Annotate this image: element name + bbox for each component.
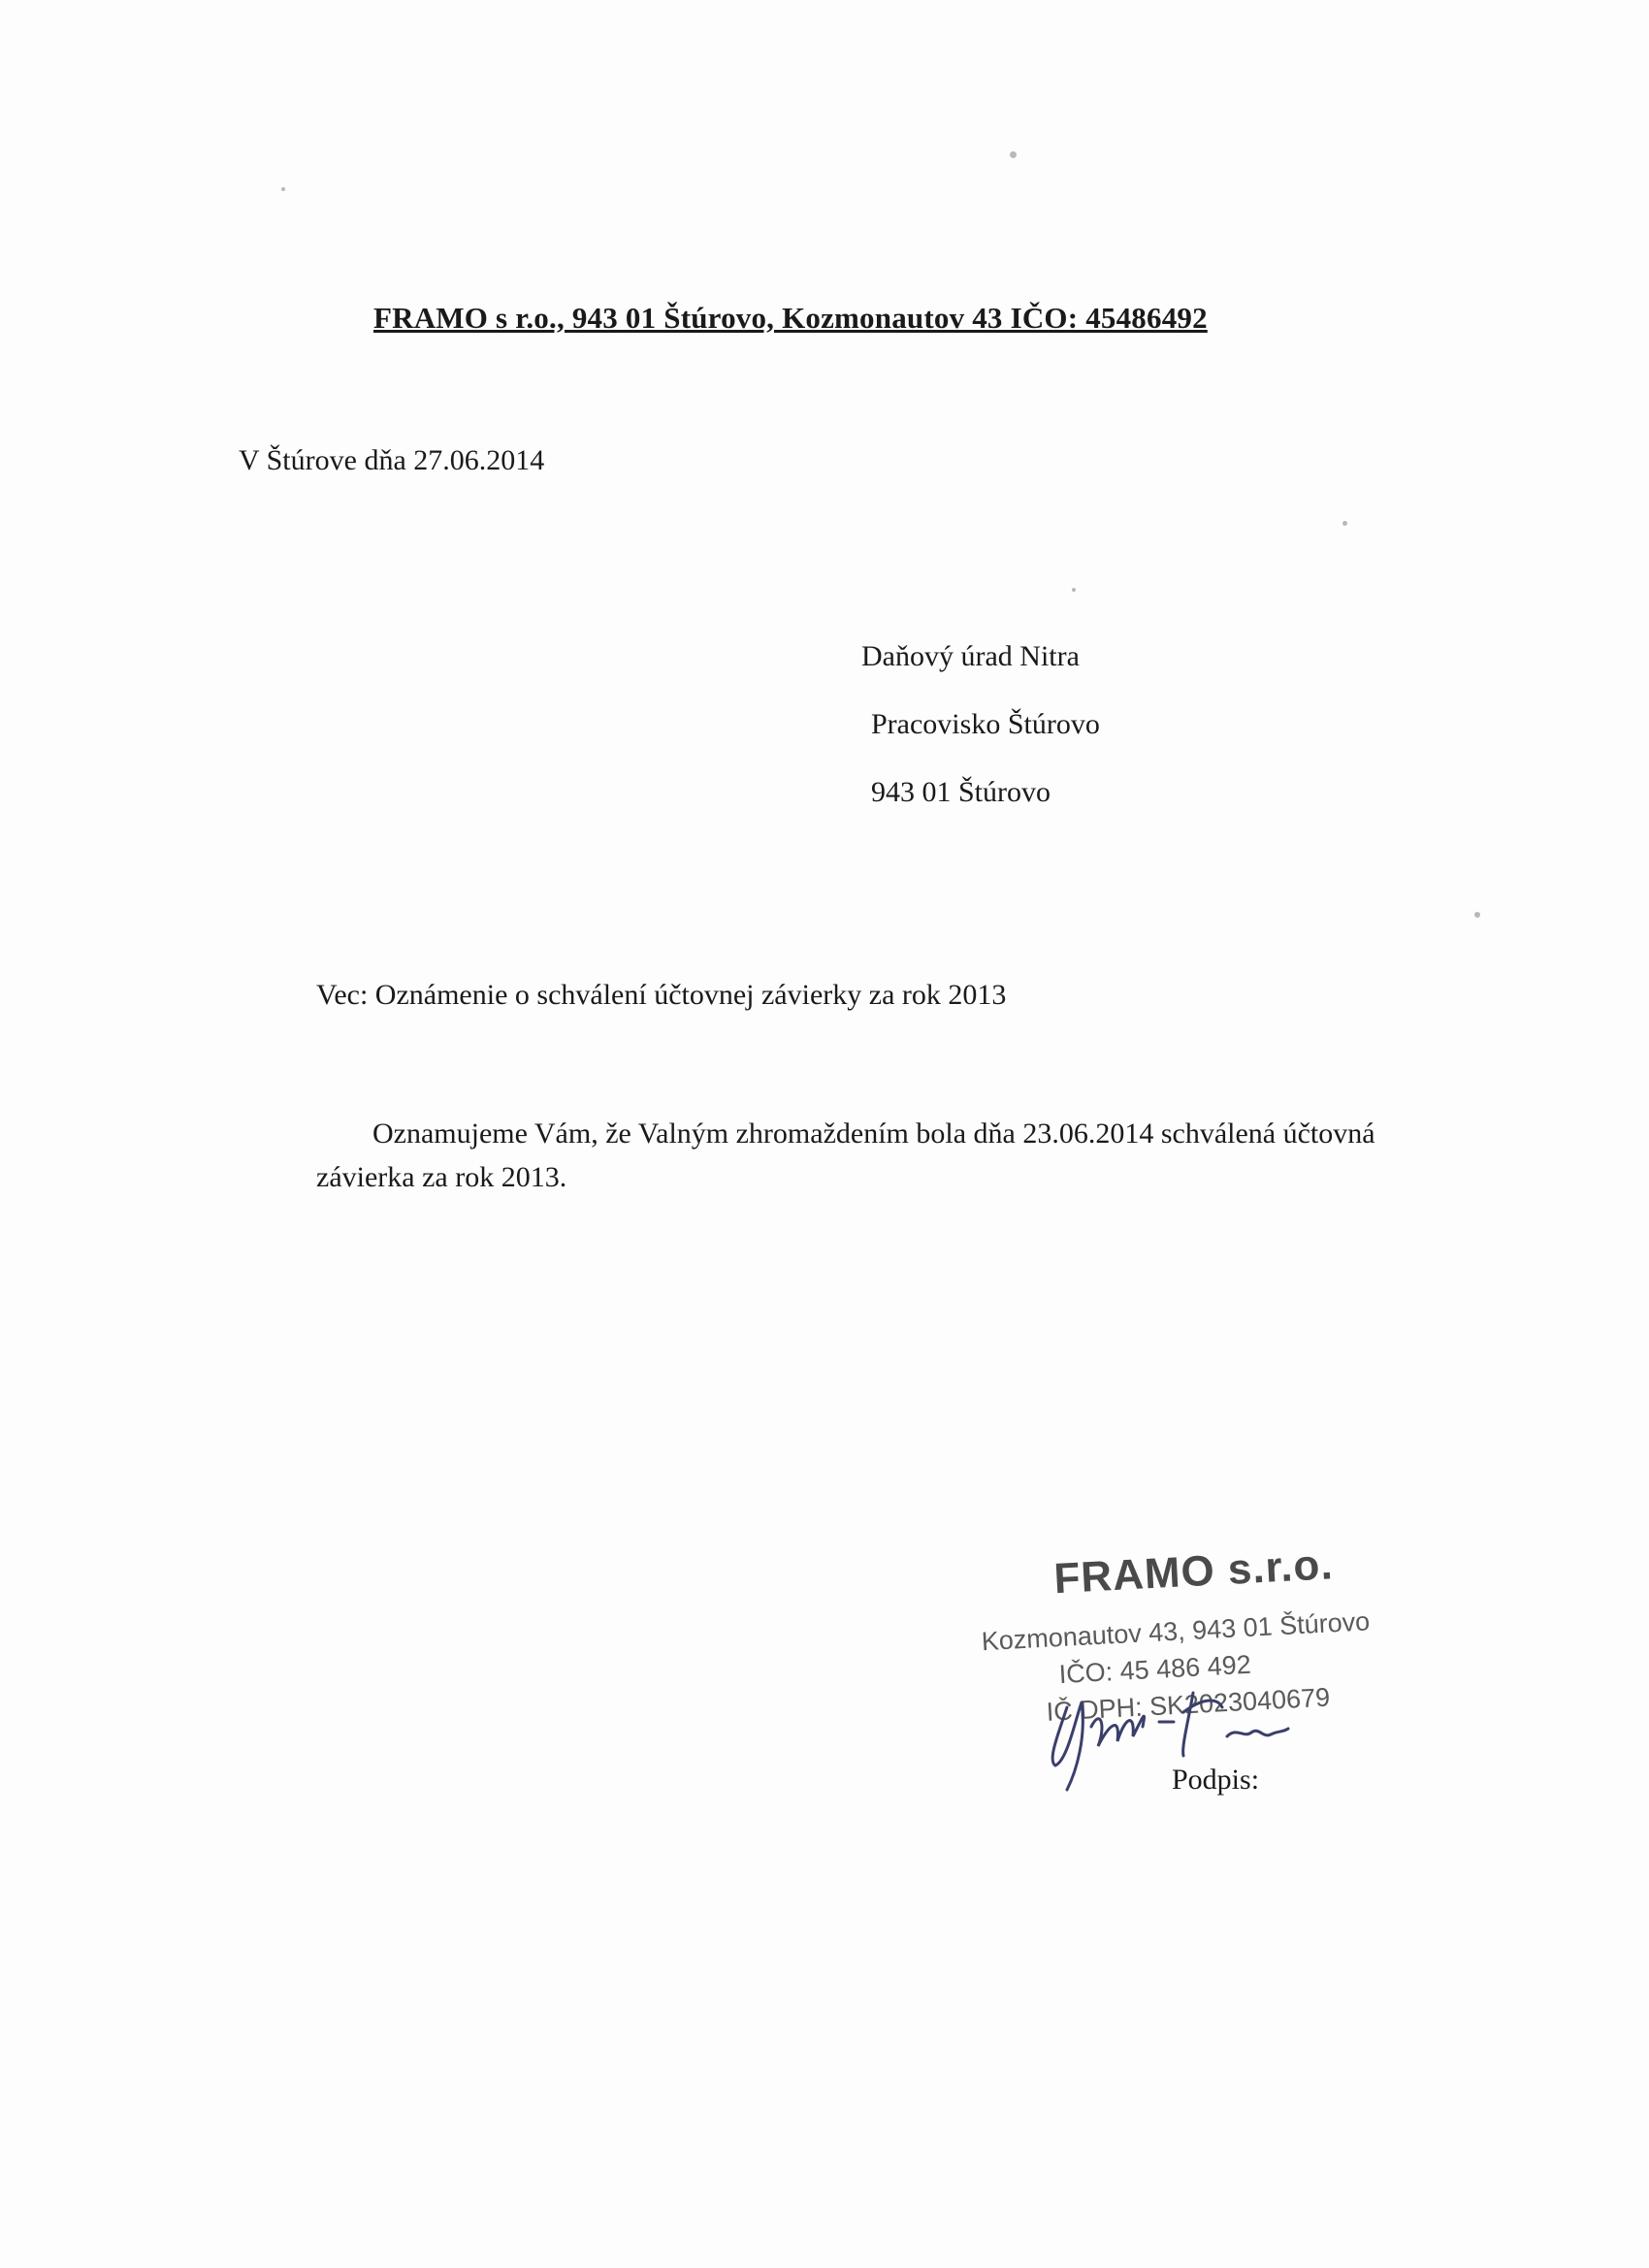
letter-body: Oznamujeme Vám, že Valným zhromaždením bola dňa 23.06.2014 schválená účtovná závierka za rok 2013.: [316, 1118, 1375, 1193]
recipient-line-2: Pracovisko Štúrovo: [871, 708, 1100, 740]
scan-speck: [281, 187, 285, 191]
stamp-address: Kozmonautov 43, 943 01 Štúrovo: [981, 1606, 1371, 1657]
stamp-ico: IČO: 45 486 492: [1057, 1649, 1252, 1690]
recipient-line-1: Daňový úrad Nitra: [861, 640, 1080, 672]
subject-line: Vec: Oznámenie o schválení účtovnej závierky za rok 2013: [316, 979, 1007, 1011]
recipient-line-3: 943 01 Štúrovo: [871, 776, 1051, 808]
scan-speck: [1072, 588, 1076, 592]
stamp-company-name: FRAMO s.r.o.: [1052, 1540, 1335, 1604]
scan-speck: [1474, 912, 1480, 918]
place-and-date: V Štúrove dňa 27.06.2014: [239, 444, 545, 476]
scan-speck: [1342, 521, 1347, 526]
signature-label: Podpis:: [1172, 1764, 1260, 1796]
letterhead: FRAMO s r.o., 943 01 Štúrovo, Kozmonautov 43 IČO: 45486492: [373, 301, 1208, 335]
stamp-ic-dph: IČ DPH: SK2023040679: [1045, 1682, 1331, 1727]
scan-speck: [1010, 151, 1017, 158]
